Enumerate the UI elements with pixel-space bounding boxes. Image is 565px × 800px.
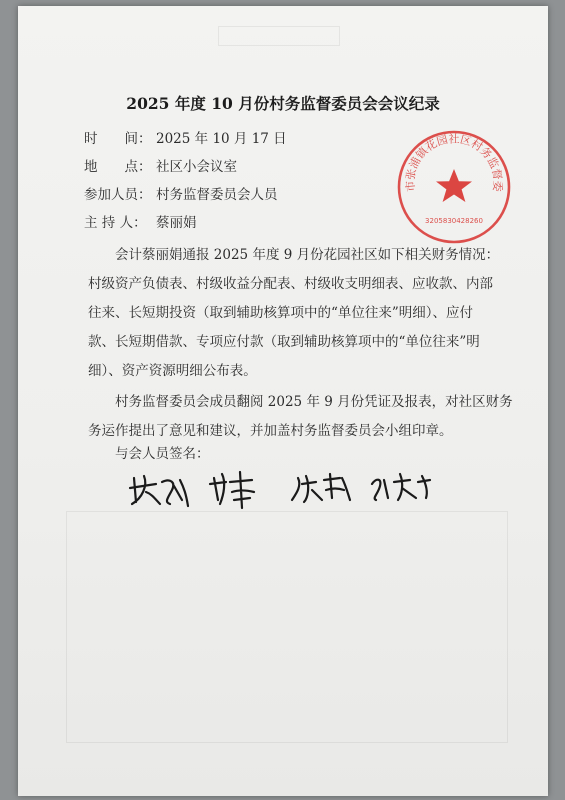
paragraph-1-line-2: 村级资产负债表、村级收益分配表、村级收支明细表、应收款、内部	[88, 276, 493, 292]
place-label: 地 点：	[84, 159, 152, 175]
participants-value: 村务监督委员会人员	[156, 187, 278, 203]
signature-label: 与会人员签名：	[115, 446, 210, 462]
document-title: 2025 年度 10 月份村务监督委员会会议纪录	[126, 94, 440, 113]
document-page	[18, 6, 548, 796]
paragraph-2-line-1: 村务监督委员会成员翻阅 2025 年 9 月份凭证及报表，对社区财务	[115, 394, 513, 410]
signatures	[126, 464, 446, 524]
seal-ring-text: 市张浦镇花园社区村务监督委	[403, 132, 505, 193]
place-value: 社区小会议室	[156, 159, 237, 175]
paragraph-1-line-5: 细）、资产资源明细公布表。	[88, 363, 257, 379]
signature-3	[292, 474, 350, 502]
time-value: 2025 年 10 月 17 日	[156, 131, 287, 147]
paragraph-1-line-3: 往来、长短期投资（取到辅助核算项中的“单位往来”明细）、应付	[88, 305, 474, 321]
seal-graphic	[396, 129, 512, 245]
time-label: 时 间：	[84, 131, 152, 147]
bleed-through-box-header	[218, 26, 340, 46]
seal-star-icon	[436, 169, 472, 202]
official-seal	[396, 129, 512, 245]
host-value: 蔡丽娟	[156, 215, 197, 231]
paragraph-1-line-4: 款、长短期借款、专项应付款（取到辅助核算项中的“单位往来”明	[88, 334, 480, 350]
seal-number: 3205830428260	[425, 217, 483, 225]
bleed-through-box	[66, 511, 508, 743]
participants-label: 参加人员：	[84, 187, 152, 203]
host-label: 主 持 人：	[84, 215, 147, 231]
paragraph-2-line-2: 务运作提出了意见和建议，并加盖村务监督委员会小组印章。	[88, 423, 453, 439]
paragraph-1-line-1: 会计蔡丽娟通报 2025 年度 9 月份花园社区如下相关财务情况：	[115, 247, 500, 263]
signature-4	[372, 474, 430, 500]
signature-2	[210, 472, 254, 508]
signature-1	[130, 476, 188, 506]
handwritten-signatures	[126, 464, 446, 524]
